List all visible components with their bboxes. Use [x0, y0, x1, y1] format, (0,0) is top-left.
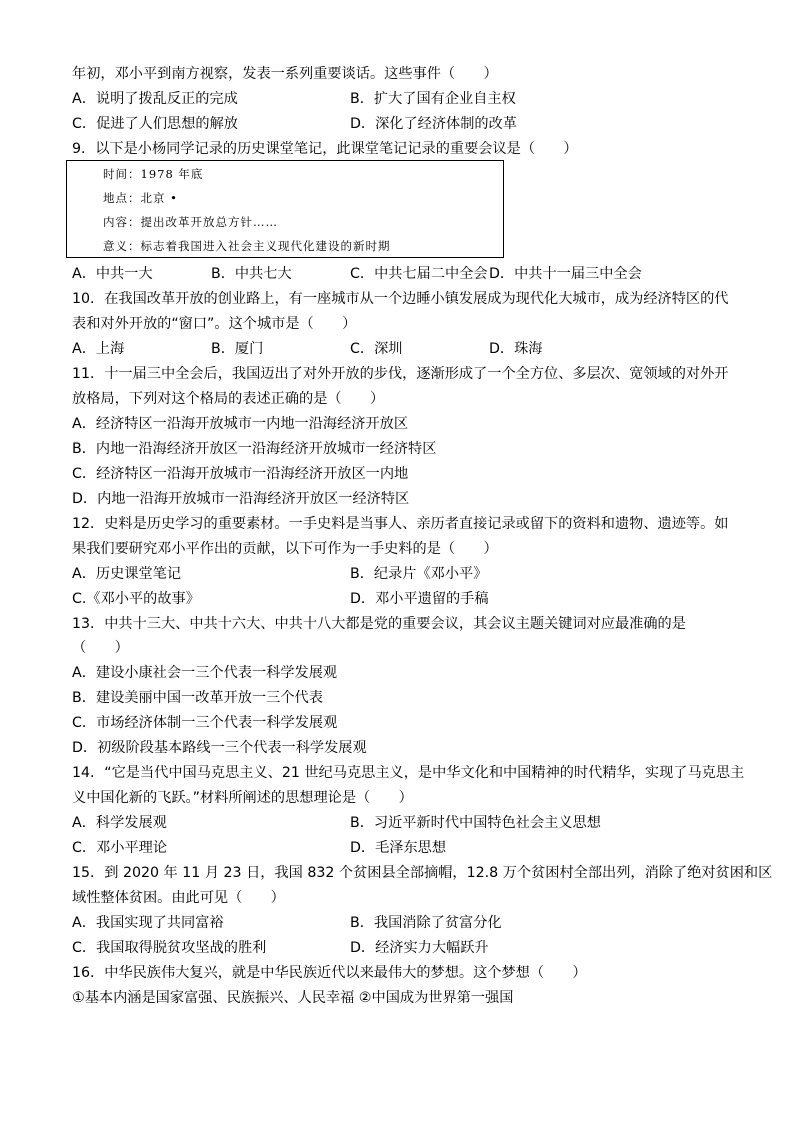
note-content: 内容：提出改革开放总方针……: [103, 215, 278, 229]
q14-option-d: D．毛泽东思想: [350, 840, 447, 856]
q15-option-a: A．我国实现了共同富裕: [72, 915, 224, 931]
q12-option-b: B．纪录片《邓小平》: [350, 566, 488, 582]
q15-option-b: B．我国消除了贫富分化: [350, 915, 502, 931]
q12-option-c: C.《邓小平的故事》: [72, 591, 200, 607]
q8-option-b: B．扩大了国有企业自主权: [350, 91, 516, 107]
question-9-stem: 9．以下是小杨同学记录的历史课堂笔记，此课堂笔记记录的重要会议是（ ）: [72, 141, 578, 157]
q10-option-b: B．厦门: [211, 341, 264, 357]
question-12-stem-line2: 果我们要研究邓小平作出的贡献，以下可作为一手史料的是（ ）: [72, 541, 498, 557]
q10-option-d: D．珠海: [489, 341, 543, 357]
note-place: 地点：北京 •: [103, 191, 178, 205]
question-10-stem-line2: 表和对外开放的“窗口”。这个城市是（ ）: [72, 316, 357, 332]
q13-option-a: A．建设小康社会一三个代表一科学发展观: [72, 665, 338, 681]
question-16-stem: 16．中华民族伟大复兴，就是中华民族近代以来最伟大的梦想。这个梦想（ ）: [72, 965, 587, 981]
q9-option-d: D．中共十一届三中全会: [489, 266, 642, 282]
q12-option-d: D．邓小平遗留的手稿: [350, 591, 489, 607]
q10-option-a: A．上海: [72, 341, 125, 357]
q8-option-a: A．说明了拨乱反正的完成: [72, 91, 238, 107]
q15-option-d: D．经济实力大幅跃升: [350, 940, 489, 956]
q16-statements: ①基本内涵是国家富强、民族振兴、人民幸福 ②中国成为世界第一强国: [72, 990, 514, 1006]
q13-option-b: B．建设美丽中国一改革开放一三个代表: [72, 690, 323, 706]
question-11-stem-line1: 11．十一届三中全会后，我国迈出了对外开放的步伐，逐渐形成了一个全方位、多层次、宽领域的对外开: [72, 366, 729, 382]
note-time: 时间：1978 年底: [103, 167, 204, 181]
q14-option-a: A．科学发展观: [72, 815, 167, 831]
q11-option-a: A．经济特区一沿海开放城市一内地一沿海经济开放区: [72, 416, 409, 432]
q9-option-c: C．中共七届二中全会: [350, 266, 488, 282]
q9-option-b: B．中共七大: [211, 266, 292, 282]
q12-option-a: A．历史课堂笔记: [72, 566, 182, 582]
q8-option-c: C．促进了人们思想的解放: [72, 116, 238, 132]
q15-option-c: C．我国取得脱贫攻坚战的胜利: [72, 940, 267, 956]
q13-option-c: C．市场经济体制一三个代表一科学发展观: [72, 715, 338, 731]
question-15-stem-line1: 15．到 2020 年 11 月 23 日，我国 832 个贫困县全部摘帽，12.8 万个贫困村全部出列，消除了绝对贫困和区: [72, 865, 773, 881]
q11-option-c: C．经济特区一沿海开放城市一沿海经济开放区一内地: [72, 466, 409, 482]
note-significance: 意义：标志着我国进入社会主义现代化建设的新时期: [103, 239, 391, 253]
q10-option-c: C．深圳: [350, 341, 403, 357]
q14-option-b: B．习近平新时代中国特色社会主义思想: [350, 815, 601, 831]
q11-option-b: B．内地一沿海经济开放区一沿海经济开放城市一经济特区: [72, 441, 437, 457]
question-14-stem-line2: 义中国化新的飞跃。”材料所阐述的思想理论是（ ）: [72, 790, 413, 806]
question-10-stem-line1: 10．在我国改革开放的创业路上，有一座城市从一个边睡小镇发展成为现代化大城市，成为经济特区的代: [72, 291, 729, 307]
q13-option-d: D．初级阶段基本路线一三个代表一科学发展观: [72, 740, 367, 756]
q11-option-d: D．内地一沿海开放城市一沿海经济开放区一经济特区: [72, 491, 410, 507]
question-13-stem-line1: 13．中共十三大、中共十六大、中共十八大都是党的重要会议，其会议主题关键词对应最准确的是: [72, 616, 686, 632]
q14-option-c: C．邓小平理论: [72, 840, 168, 856]
question-15-stem-line2: 域性整体贫困。由此可见（ ）: [72, 890, 285, 906]
question-11-stem-line2: 放格局，下列对这个格局的表述正确的是（ ）: [72, 391, 385, 407]
q8-option-d: D．深化了经济体制的改革: [350, 116, 517, 132]
question-8-stem: 年初，邓小平到南方视察，发表一系列重要谈话。这些事件（ ）: [72, 66, 498, 82]
question-12-stem-line1: 12．史料是历史学习的重要素材。一手史料是当事人、亲历者直接记录或留下的资料和遗物、遗迹等。如: [72, 516, 729, 532]
q9-option-a: A．中共一大: [72, 266, 153, 282]
class-notes-box: [66, 160, 504, 258]
question-13-stem-line2: （ ）: [72, 640, 129, 656]
question-14-stem-line1: 14．“它是当代中国马克思主义、21 世纪马克思主义，是中华文化和中国精神的时代精华，实现了马克思主: [72, 765, 745, 781]
